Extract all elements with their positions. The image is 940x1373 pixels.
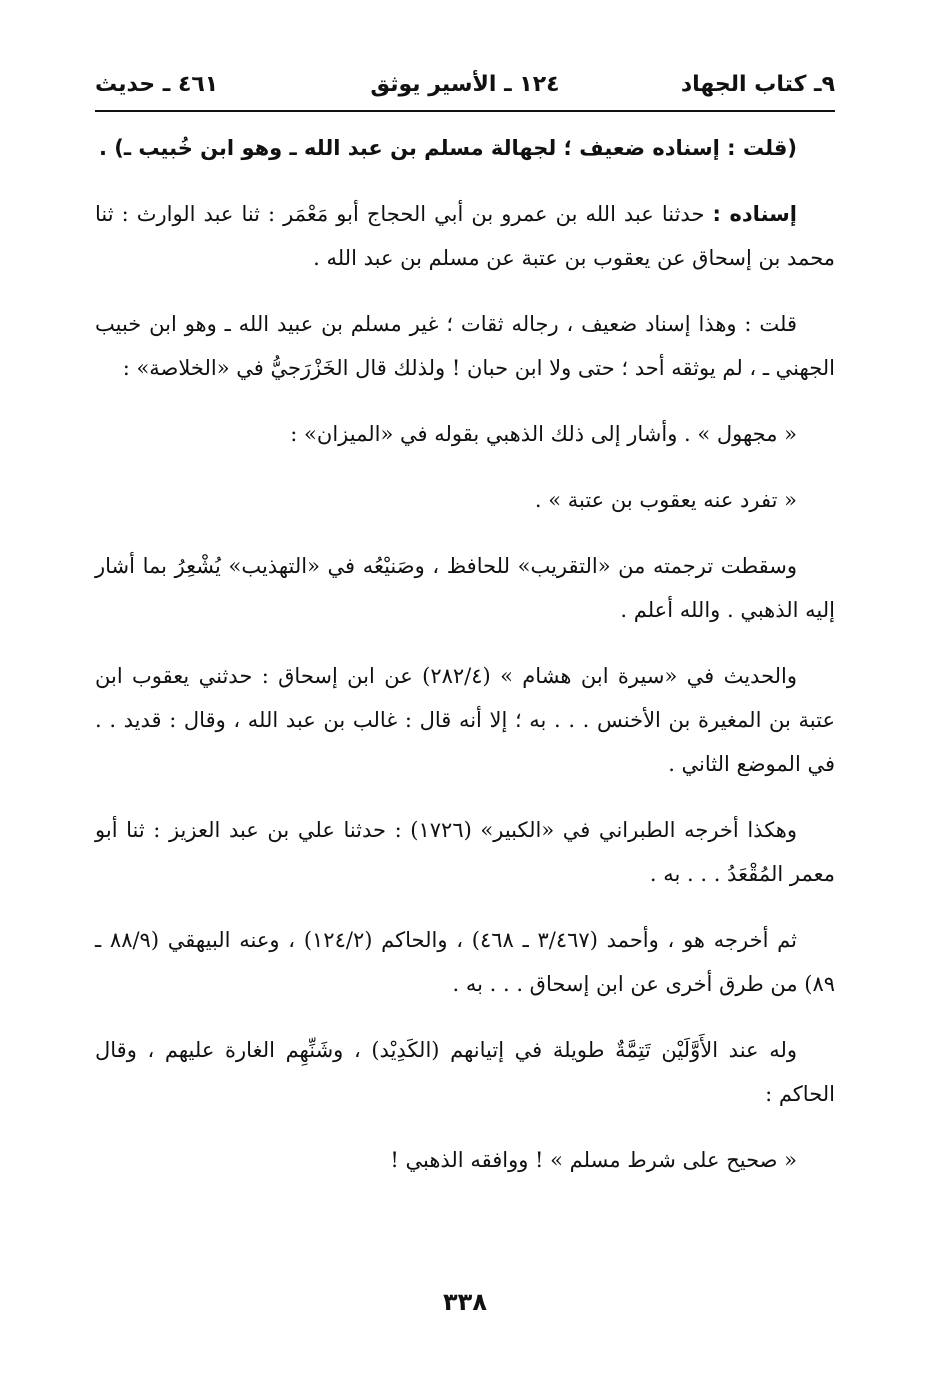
- page-number: ٣٣٨: [443, 1288, 487, 1316]
- section-title: ١٢٤ ـ الأسير يوثق: [370, 72, 560, 97]
- isnad-paragraph: [95, 192, 835, 280]
- taqrib-paragraph: وسقطت ترجمته من «التقريب» للحافظ ، وصَنيْعُه في «التهذيب» يُشْعِرُ بما أشار إليه الذهبي . والله أعلم .: [95, 554, 835, 622]
- page-body: [95, 112, 835, 1182]
- isnad-text: حدثنا عبد الله بن عمرو بن أبي الحجاج أبو مَعْمَر : ثنا عبد الوارث : ثنا محمد بن إسحاق عن يعقوب بن عتبة عن مسلم بن عبد الله .: [95, 202, 835, 270]
- tabarani-paragraph: وهكذا أخرجه الطبراني في «الكبير» (١٧٢٦) : حدثنا علي بن عبد العزيز : ثنا أبو معمر المُقْعَدُ . . . به .: [95, 818, 835, 886]
- quote-majhul: « مجهول » . وأشار إلى ذلك الذهبي بقوله في «الميزان» :: [290, 422, 797, 446]
- quote-sahih: « صحيح على شرط مسلم » ! ووافقه الذهبي !: [390, 1148, 797, 1172]
- analysis-paragraph: قلت : وهذا إسناد ضعيف ، رجاله ثقات ؛ غير مسلم بن عبيد الله ـ وهو ابن خبيب الجهني ـ ، لم يوثقه أحد ؛ حتى ولا ابن حبان ! ولذلك قال الخَزْرَجيُّ في «الخلاصة» :: [95, 312, 835, 380]
- sirah-paragraph: والحديث في «سيرة ابن هشام » (٢٨٢/٤) عن ابن إسحاق : حدثني يعقوب ابن عتبة بن المغيرة بن الأخنس . . . به ؛ إلا أنه قال : غالب بن عبد الله ، وقال : قديد . . في الموضع الثاني .: [95, 664, 835, 776]
- isnad-label: إسناده :: [712, 202, 797, 226]
- quote-tafarrud: « تفرد عنه يعقوب بن عتبة » .: [534, 488, 797, 512]
- page-header: [95, 58, 835, 112]
- hadith-number: ٤٦١ ـ حديث: [95, 72, 219, 97]
- takhrij-paragraph: ثم أخرجه هو ، وأحمد (٣/٤٦٧ ـ ٤٦٨) ، والحاكم (١٢٤/٢) ، وعنه البيهقي (٨٨/٩ ـ ٨٩) من طرق أخرى عن ابن إسحاق . . . به .: [95, 928, 835, 996]
- addition-paragraph: وله عند الأَوَّلَيْن تَتِمَّةٌ طويلة في إتيانهم (الكَدِيْد) ، وشَنِّهِم الغارة عليهم ، وقال الحاكم :: [95, 1038, 835, 1106]
- chapter-title: ٩ـ كتاب الجهاد: [680, 72, 835, 97]
- book-page: [95, 58, 835, 1338]
- verdict-paragraph: (قلت : إسناده ضعيف ؛ لجهالة مسلم بن عبد الله ـ وهو ابن خُبيب ـ) .: [98, 136, 797, 160]
